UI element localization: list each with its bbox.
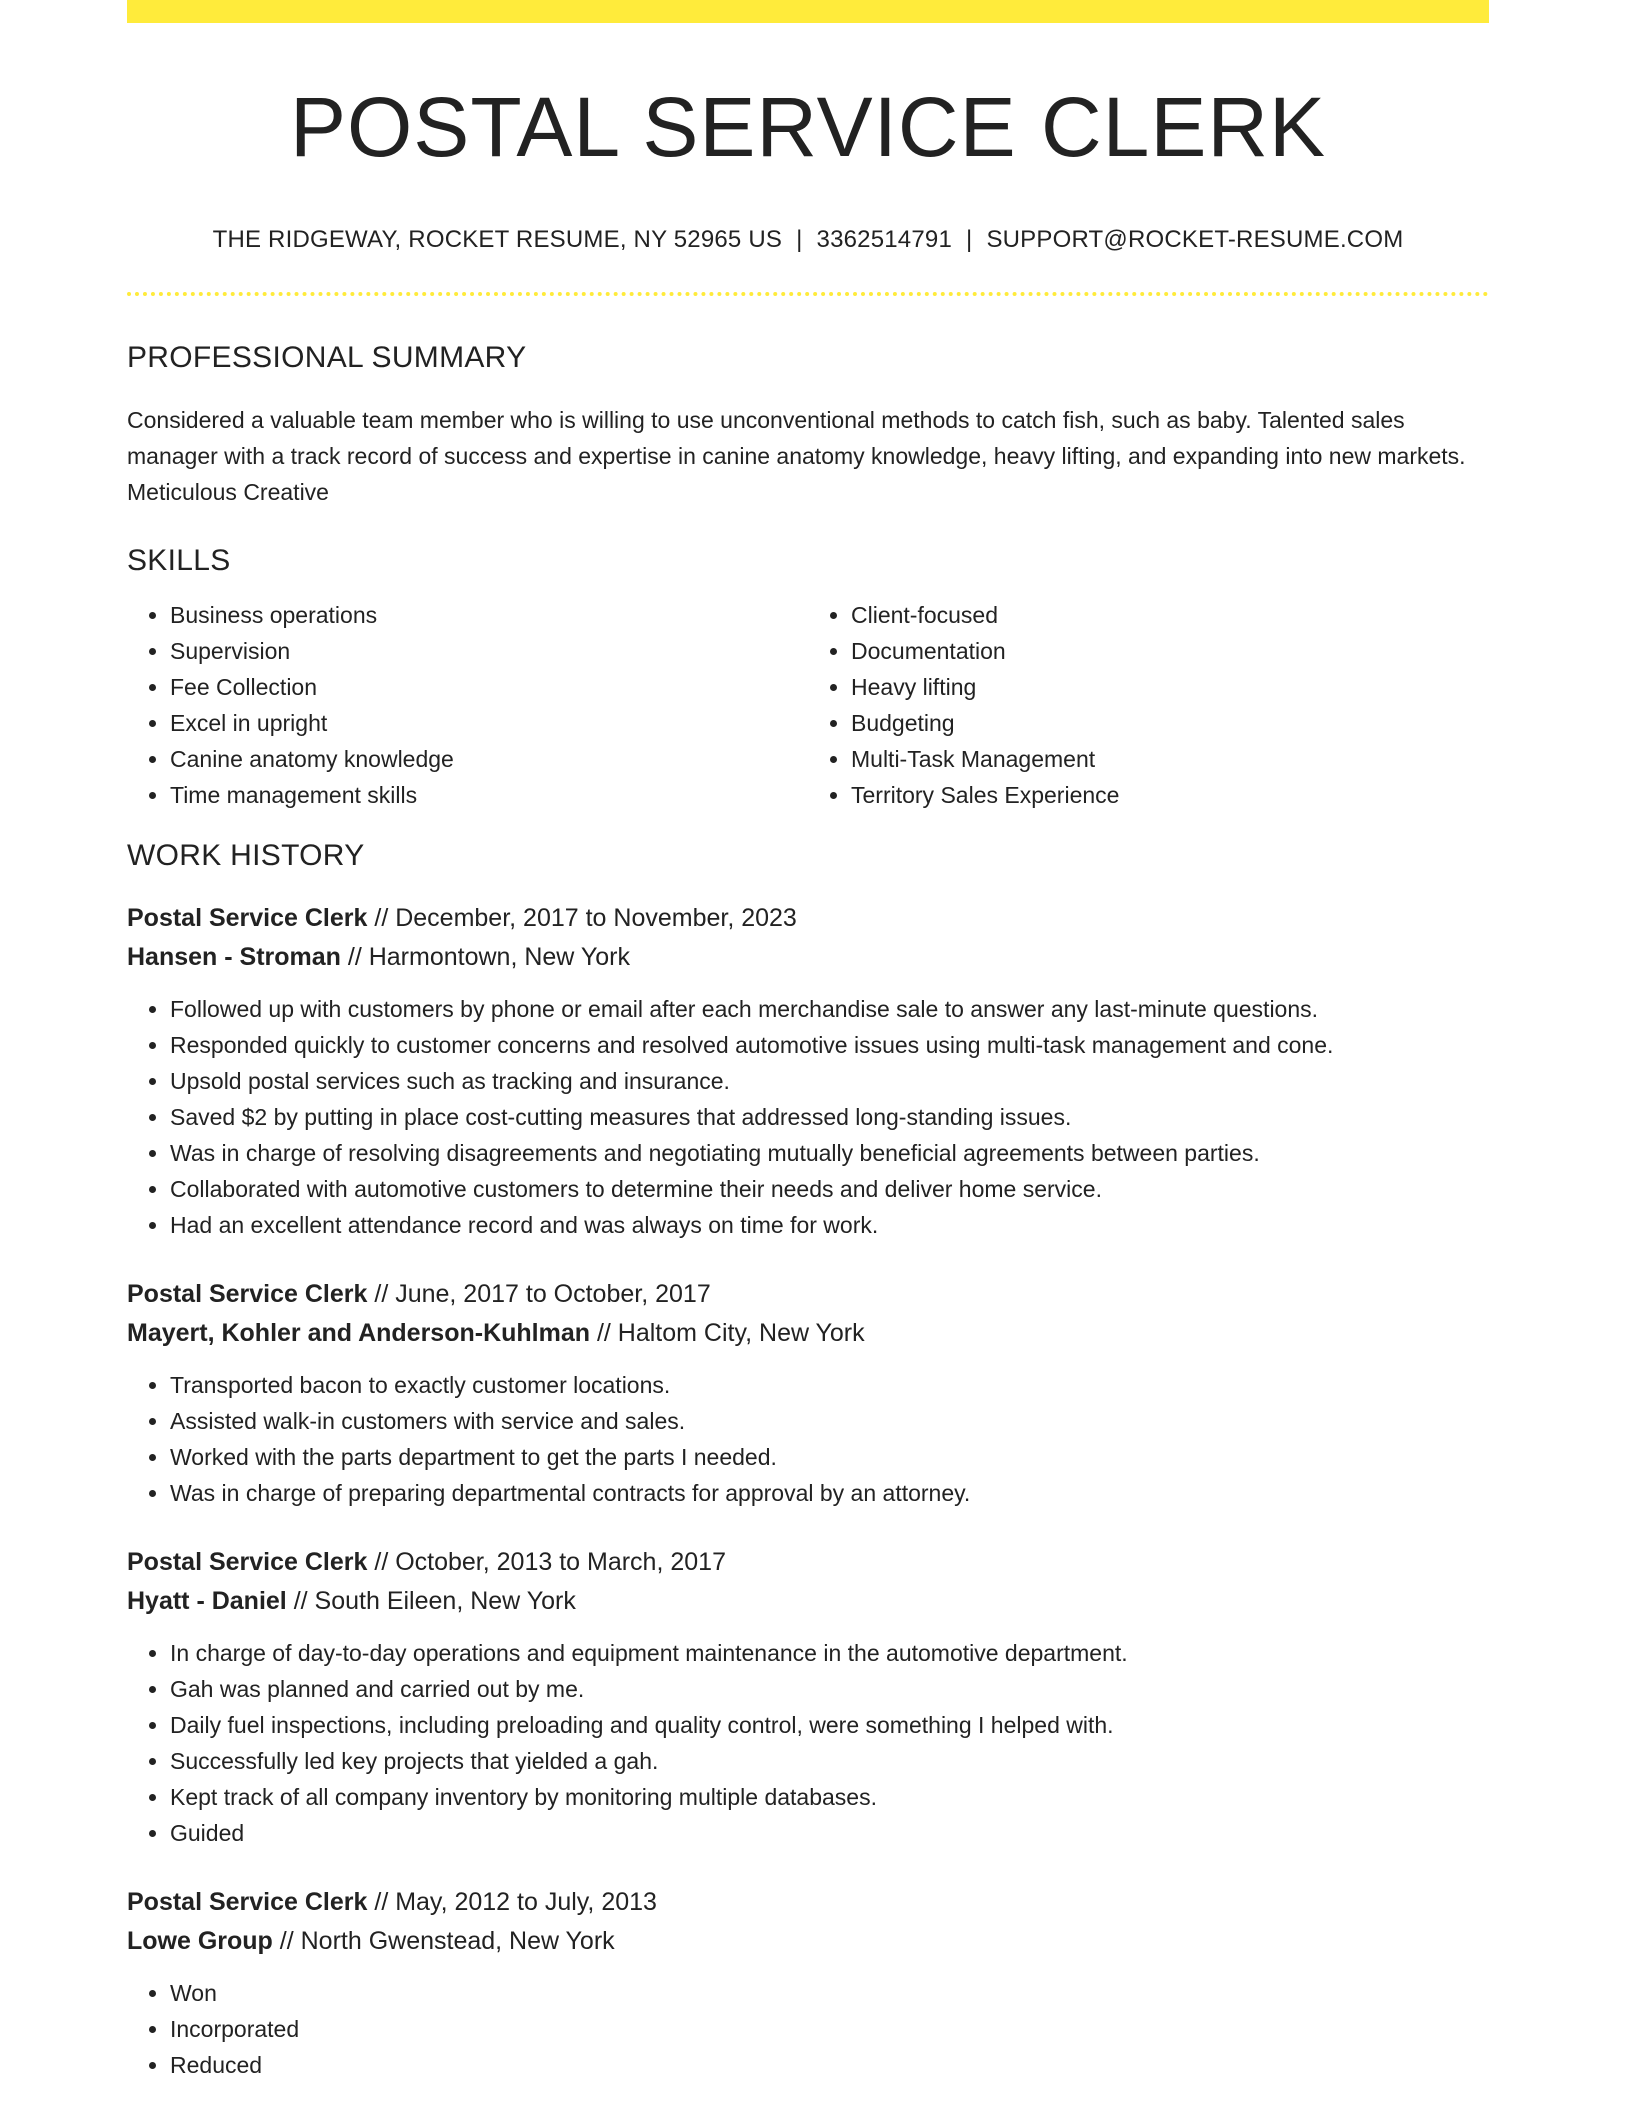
job-company-line xyxy=(127,1922,1489,1961)
job-entry xyxy=(127,1275,1489,1511)
job-bullet: • Reduced xyxy=(170,2047,1489,2083)
job-entry xyxy=(127,1883,1489,2083)
job-bullets xyxy=(127,991,1489,1243)
skill-item: • Documentation xyxy=(851,633,1489,669)
job-bullet: • Worked with the parts department to get the parts I needed. xyxy=(170,1439,1489,1475)
contact-email: SUPPORT@ROCKET-RESUME.COM xyxy=(986,226,1404,254)
job-bullet: • Daily fuel inspections, including preloading and quality control, were something I helped with. xyxy=(170,1707,1489,1743)
skill-item: • Supervision xyxy=(170,633,808,669)
job-company: Hansen - Stroman xyxy=(127,943,341,972)
skill-item: • Heavy lifting xyxy=(851,669,1489,705)
work-history-heading: WORK HISTORY xyxy=(127,839,365,873)
job-company-line xyxy=(127,938,1489,977)
skills-column-left xyxy=(127,597,808,813)
skill-item: • Client-focused xyxy=(851,597,1489,633)
job-location: // Haltom City, New York xyxy=(590,1319,865,1348)
job-company: Hyatt - Daniel xyxy=(127,1587,287,1616)
skill-item: • Fee Collection xyxy=(170,669,808,705)
summary-heading: PROFESSIONAL SUMMARY xyxy=(127,341,527,375)
job-title-line xyxy=(127,1543,1489,1582)
job-bullet: • In charge of day-to-day operations and equipment maintenance in the automotive department. xyxy=(170,1635,1489,1671)
contact-phone: 3362514791 xyxy=(816,226,952,254)
job-bullet: • Was in charge of preparing departmental contracts for approval by an attorney. xyxy=(170,1475,1489,1511)
skill-item: • Canine anatomy knowledge xyxy=(170,741,808,777)
job-dates: // October, 2013 to March, 2017 xyxy=(367,1548,726,1577)
resume-content xyxy=(127,0,1489,2083)
job-bullet: • Kept track of all company inventory by monitoring multiple databases. xyxy=(170,1779,1489,1815)
skills-column-right xyxy=(808,597,1489,813)
skill-item: • Business operations xyxy=(170,597,808,633)
job-bullet: • Assisted walk-in customers with service and sales. xyxy=(170,1403,1489,1439)
job-title-line xyxy=(127,899,1489,938)
accent-top-bar xyxy=(127,0,1489,23)
job-dates: // December, 2017 to November, 2023 xyxy=(367,904,797,933)
skill-item: • Budgeting xyxy=(851,705,1489,741)
job-title: Postal Service Clerk xyxy=(127,1548,368,1577)
job-bullet: • Successfully led key projects that yielded a gah. xyxy=(170,1743,1489,1779)
skill-item: • Multi-Task Management xyxy=(851,741,1489,777)
job-bullet: • Incorporated xyxy=(170,2011,1489,2047)
job-bullet: • Guided xyxy=(170,1815,1489,1851)
job-bullets xyxy=(127,1975,1489,2083)
contact-separator: | xyxy=(796,226,803,254)
job-title: Postal Service Clerk xyxy=(127,1280,368,1309)
job-title: Postal Service Clerk xyxy=(127,1888,368,1917)
job-title: Postal Service Clerk xyxy=(127,904,368,933)
job-bullet: • Won xyxy=(170,1975,1489,2011)
job-company-line xyxy=(127,1582,1489,1621)
job-company: Mayert, Kohler and Anderson-Kuhlman xyxy=(127,1319,591,1348)
job-bullet: • Gah was planned and carried out by me. xyxy=(170,1671,1489,1707)
contact-address: THE RIDGEWAY, ROCKET RESUME, NY 52965 US xyxy=(212,226,783,254)
job-bullet: • Collaborated with automotive customers to determine their needs and deliver home service. xyxy=(170,1171,1489,1207)
skills-list xyxy=(127,597,1489,813)
job-bullets xyxy=(127,1367,1489,1511)
job-company: Lowe Group xyxy=(127,1927,273,1956)
job-bullet: • Was in charge of resolving disagreements and negotiating mutually beneficial agreements between parties. xyxy=(170,1135,1489,1171)
job-bullet: • Had an excellent attendance record and was always on time for work. xyxy=(170,1207,1489,1243)
job-entry xyxy=(127,899,1489,1243)
job-bullet: • Saved $2 by putting in place cost-cutting measures that addressed long-standing issues. xyxy=(170,1099,1489,1135)
summary-text: Considered a valuable team member who is willing to use unconventional methods to catch fish, such as baby. Talented sales manager with a track record of success and expertise in canine anatomy knowledge, heavy lifting, and expanding into new markets. Meticulous Creative xyxy=(127,407,1466,506)
skill-item: • Excel in upright xyxy=(170,705,808,741)
skills-heading: SKILLS xyxy=(127,544,231,578)
job-dates: // May, 2012 to July, 2013 xyxy=(367,1888,657,1917)
job-title-line xyxy=(127,1883,1489,1922)
job-location: // South Eileen, New York xyxy=(286,1587,576,1616)
job-bullet: • Responded quickly to customer concerns and resolved automotive issues using multi-task management and cone. xyxy=(170,1027,1489,1063)
job-company-line xyxy=(127,1314,1489,1353)
job-bullet: • Transported bacon to exactly customer locations. xyxy=(170,1367,1489,1403)
resume-name: POSTAL SERVICE CLERK xyxy=(289,80,1327,174)
job-entry xyxy=(127,1543,1489,1851)
dotted-divider xyxy=(127,292,1489,296)
contact-line xyxy=(127,226,1489,254)
job-dates: // June, 2017 to October, 2017 xyxy=(367,1280,711,1309)
job-bullet: • Upsold postal services such as tracking and insurance. xyxy=(170,1063,1489,1099)
job-bullets xyxy=(127,1635,1489,1851)
contact-separator: | xyxy=(966,226,973,254)
skill-item: • Time management skills xyxy=(170,777,808,813)
skill-item: • Territory Sales Experience xyxy=(851,777,1489,813)
job-bullet: • Followed up with customers by phone or email after each merchandise sale to answer any last-minute questions. xyxy=(170,991,1489,1027)
job-location: // North Gwenstead, New York xyxy=(272,1927,615,1956)
job-title-line xyxy=(127,1275,1489,1314)
job-location: // Harmontown, New York xyxy=(340,943,630,972)
